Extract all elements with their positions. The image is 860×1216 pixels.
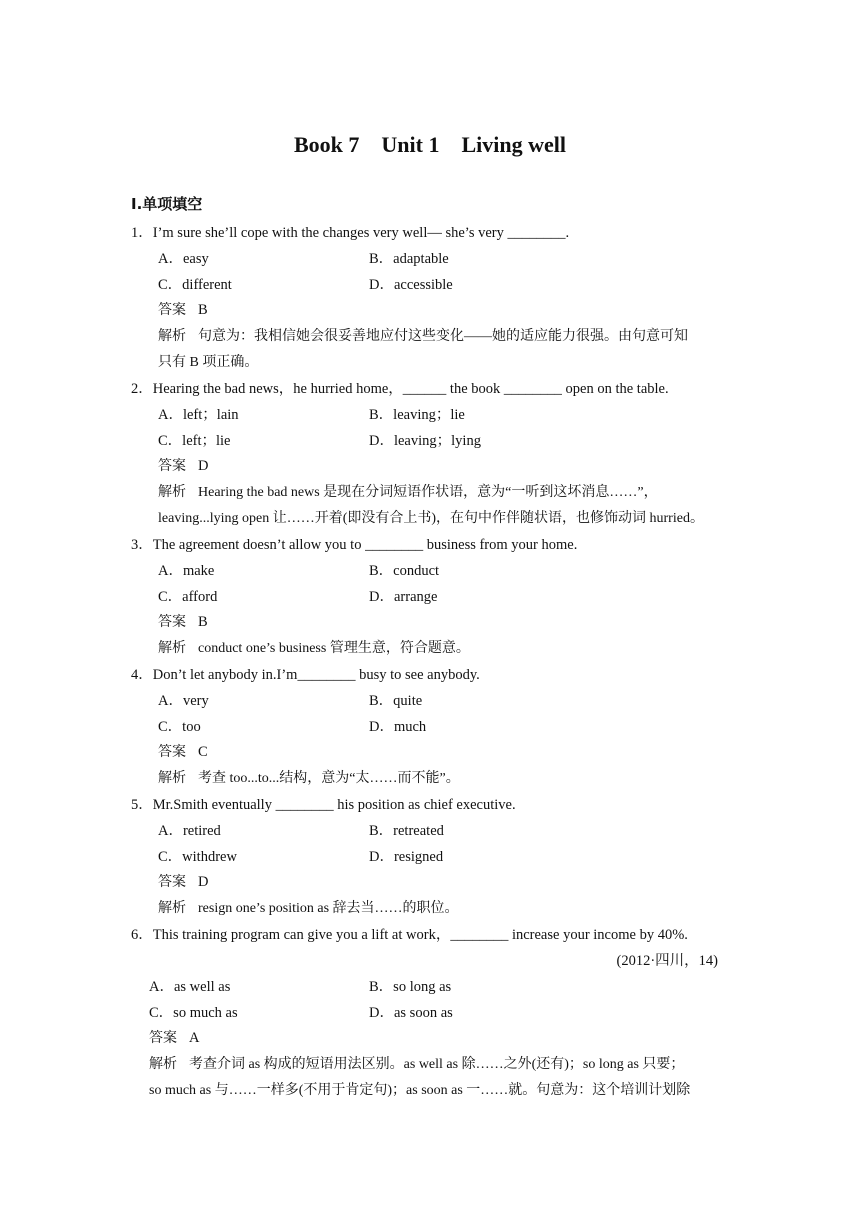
question-text: Hearing the bad news，he hurried home，______ the book ________ open on the table. [152,381,669,397]
answer-label: 答案 [158,874,186,890]
question-number: 2． [131,381,153,397]
option-c: C．too [158,719,201,735]
option-d: D．arrange [369,589,438,605]
answer-line [158,741,208,761]
option-c: C．afford [158,589,218,605]
option-d: D．as soon as [369,1005,453,1021]
explanation-label: 解析 [158,770,186,786]
explanation-line: so much as 与……一样多(不用于肯定句)；as soon as 一……就。句意为：这个培训计划除 [149,1083,691,1098]
question-text: The agreement doesn’t allow you to ________ business from your home. [152,537,578,553]
question-text: Don’t let anybody in.I’m________ busy to see anybody. [152,667,480,683]
explanation-label: 解析 [158,484,186,500]
answer-line [149,1027,199,1047]
explanation-label: 解析 [158,328,186,344]
option-a: A．as well as [149,979,231,995]
question-text: This training program can give you a lift at work，________ increase your income by 40%. [152,927,688,943]
explanation-label: 解析 [158,640,186,656]
question-stem [131,221,569,242]
answer-value: B [198,302,208,318]
option-d: D．resigned [369,849,444,865]
answer-line [158,299,208,319]
explanation-text: 考查介词 as 构成的短语用法区别。as well as 除……之外(还有)；so long as 只要； [189,1057,685,1072]
answer-label: 答案 [158,614,186,630]
question-text: I’m sure she’ll cope with the changes very well— she’s very ________. [152,225,570,241]
explanation-text: 考查 too...to...结构，意为“太……而不能”。 [198,771,460,786]
option-b: B．leaving；lie [369,407,465,423]
option-b: B．so long as [369,979,452,995]
option-b: B．adaptable [369,251,449,267]
option-d: D．much [369,719,427,735]
explanation-text: resign one’s position as 辞去当……的职位。 [198,901,459,916]
explanation-text: 句意为：我相信她会很妥善地应付这些变化——她的适应能力很强。由句意可知 [198,329,688,344]
answer-line [158,455,208,475]
explanation-label: 解析 [149,1056,177,1072]
answer-line [158,611,208,631]
section-heading: Ⅰ.单项填空 [131,195,203,213]
question-number: 5． [131,797,153,813]
answer-label: 答案 [158,458,186,474]
option-a: A．left；lain [158,407,239,423]
question-stem [131,663,480,684]
explanation-line [158,637,470,657]
answer-label: 答案 [149,1030,177,1046]
answer-line [158,871,208,891]
question-number: 1． [131,225,153,241]
option-c: C．different [158,277,232,293]
explanation-label: 解析 [158,900,186,916]
explanation-text: Hearing the bad news 是现在分词短语作状语，意为“一听到这坏消息……”， [198,485,658,500]
explanation-text: conduct one’s business 管理生意，符合题意。 [198,641,470,656]
explanation-line [158,325,688,345]
option-a: A．retired [158,823,221,839]
option-c: C．left；lie [158,433,231,449]
question-stem [131,533,577,554]
question-stem [131,923,688,944]
option-a: A．make [158,563,215,579]
option-c: C．so much as [149,1005,238,1021]
answer-value: C [198,744,208,760]
answer-value: A [189,1030,200,1046]
option-b: B．quite [369,693,423,709]
question-text: Mr.Smith eventually ________ his position as chief executive. [152,797,516,813]
option-a: A．very [158,693,209,709]
question-stem [131,793,516,814]
explanation-line [149,1053,684,1073]
explanation-line: leaving...lying open 让……开着(即没有合上书)，在句中作伴随状语，也修饰动词 hurried。 [158,511,704,526]
option-b: B．retreated [369,823,444,839]
answer-value: D [198,458,209,474]
answer-label: 答案 [158,302,186,318]
option-d: D．accessible [369,277,453,293]
option-c: C．withdrew [158,849,237,865]
option-d: D．leaving；lying [369,433,481,449]
question-number: 6． [131,927,153,943]
question-stem [131,377,669,398]
option-a: A．easy [158,251,209,267]
explanation-line [158,897,459,917]
option-b: B．conduct [369,563,440,579]
question-number: 3． [131,537,153,553]
question-number: 4． [131,667,153,683]
answer-value: D [198,874,209,890]
explanation-line [158,767,460,787]
answer-label: 答案 [158,744,186,760]
page-title: Book 7 Unit 1 Living well [294,132,566,157]
answer-value: B [198,614,208,630]
question-source: (2012·四川，14) [616,953,718,969]
explanation-line [158,481,658,501]
explanation-line: 只有 B 项正确。 [158,355,259,370]
